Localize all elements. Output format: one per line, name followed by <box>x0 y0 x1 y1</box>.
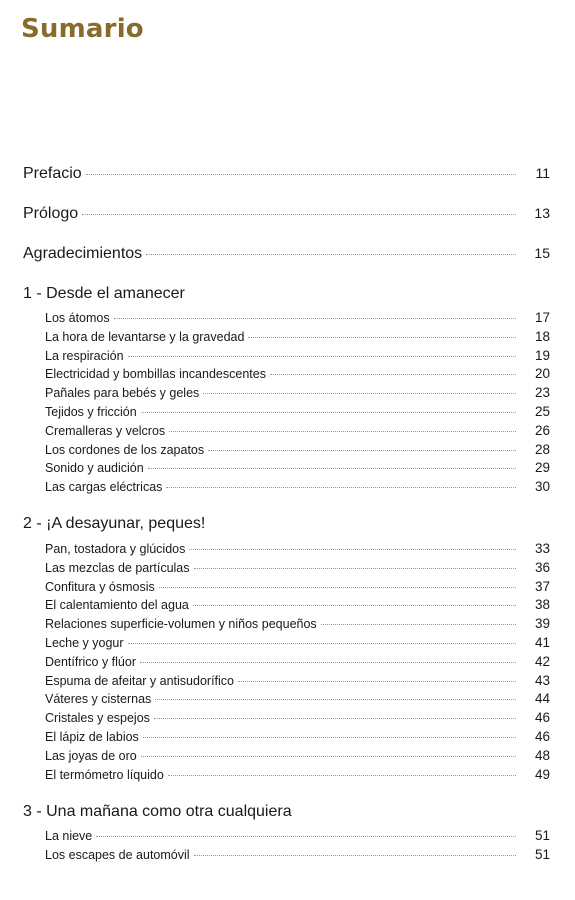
dot-leader <box>143 737 516 738</box>
toc-page-number: 46 <box>534 710 550 726</box>
toc-page-number: 46 <box>534 729 550 744</box>
toc-page-number: 30 <box>534 479 550 495</box>
toc-page-number: 18 <box>534 328 550 344</box>
dot-leader <box>114 318 516 319</box>
toc-page-number: 37 <box>534 578 550 594</box>
toc-entry-label: Váteres y cisternas <box>45 692 152 707</box>
toc-major-entry[interactable] <box>23 165 550 183</box>
toc-entry-label: Los escapes de automóvil <box>45 847 190 862</box>
toc-entry-label: Electricidad y bombillas incandescentes <box>45 367 266 382</box>
dot-leader <box>208 450 516 451</box>
toc-entry-label: Pan, tostadora y glúcidos <box>45 542 186 556</box>
toc-page-number: 49 <box>534 766 550 782</box>
chapter-heading: 1 - Desde el amanecer <box>23 285 185 302</box>
toc-entry[interactable] <box>45 828 550 843</box>
toc-page-number: 29 <box>534 460 550 476</box>
toc-entry[interactable] <box>45 616 550 631</box>
toc-major-entry[interactable] <box>23 205 550 223</box>
toc-page-number: 39 <box>534 616 550 632</box>
toc-page-number: 13 <box>534 205 550 221</box>
chapter-heading: 3 - Una mañana como otra cualquiera <box>23 803 292 820</box>
dot-leader <box>203 393 516 394</box>
toc-page-number: 51 <box>534 846 550 862</box>
toc-entry-label: Confitura y ósmosis <box>45 579 155 594</box>
toc-entry-label: Tejidos y fricción <box>45 405 137 419</box>
toc-entry-label: Prefacio <box>23 165 82 182</box>
dot-leader <box>154 718 516 719</box>
toc-entry-label: Los cordones de los zapatos <box>45 442 205 457</box>
toc-entry[interactable] <box>45 366 550 381</box>
toc-major-entry[interactable] <box>23 245 550 263</box>
dot-leader <box>238 681 516 682</box>
toc-page-number: 43 <box>534 672 550 688</box>
toc-page-number: 20 <box>534 366 550 382</box>
toc-page-number: 26 <box>534 422 550 438</box>
dot-leader <box>194 855 516 856</box>
toc-entry-label: Sonido y audición <box>45 461 144 476</box>
toc-entry[interactable] <box>45 348 550 363</box>
dot-leader <box>270 374 516 375</box>
toc-entry-label: Las mezclas de partículas <box>45 560 190 575</box>
toc-entry[interactable] <box>45 654 550 669</box>
toc-entry[interactable] <box>45 460 550 475</box>
dot-leader <box>96 836 516 837</box>
toc-entry-label: Cristales y espejos <box>45 711 150 726</box>
dot-leader <box>140 662 516 663</box>
toc-entry-label: Cremalleras y velcros <box>45 423 166 438</box>
toc-entry[interactable] <box>45 541 550 556</box>
toc-entry-label: Espuma de afeitar y antisudorífico <box>45 673 234 688</box>
toc-entry[interactable] <box>45 479 550 494</box>
toc-page-number: 33 <box>534 541 550 556</box>
toc-entry-label: Las cargas eléctricas <box>45 480 163 495</box>
toc-page-number: 19 <box>534 347 550 363</box>
dot-leader <box>194 568 516 569</box>
page-title: Sumario <box>21 14 144 44</box>
toc-page-number: 25 <box>534 404 550 419</box>
dot-leader <box>141 756 516 757</box>
toc-entry-label: El calentamiento del agua <box>45 598 189 613</box>
toc-page-number: 11 <box>535 165 550 181</box>
toc-page-number: 48 <box>534 747 550 763</box>
toc-entry[interactable] <box>45 329 550 344</box>
dot-leader <box>82 214 516 215</box>
toc-page-number: 15 <box>534 245 550 261</box>
toc-entry[interactable] <box>45 560 550 575</box>
toc-entry[interactable] <box>45 729 550 744</box>
toc-entry[interactable] <box>45 635 550 650</box>
dot-leader <box>248 337 516 338</box>
toc-entry[interactable] <box>45 442 550 457</box>
toc-entry-label: La hora de levantarse y la gravedad <box>45 329 245 344</box>
toc-page-number: 36 <box>534 559 550 575</box>
dot-leader <box>189 549 516 550</box>
toc-page-number: 44 <box>534 691 550 707</box>
toc-entry-label: Relaciones superficie-volumen y niños pequeños <box>45 617 317 632</box>
toc-entry[interactable] <box>45 691 550 706</box>
toc-entry-label: La nieve <box>45 829 93 843</box>
toc-page-number: 23 <box>534 385 550 401</box>
toc-entry[interactable] <box>45 710 550 725</box>
dot-leader <box>148 468 516 469</box>
toc-entry[interactable] <box>45 847 550 862</box>
toc-page-number: 51 <box>534 828 550 843</box>
dot-leader <box>168 775 516 776</box>
toc-entry[interactable] <box>45 423 550 438</box>
dot-leader <box>169 431 516 432</box>
toc-entry-label: Leche y yogur <box>45 636 124 650</box>
toc-entry-label: Dentífrico y flúor <box>45 654 137 669</box>
toc-entry-label: La respiración <box>45 348 124 363</box>
toc-entry[interactable] <box>45 310 550 325</box>
toc-entry-label: Pañales para bebés y geles <box>45 386 200 401</box>
toc-entry[interactable] <box>45 404 550 419</box>
toc-page-number: 38 <box>534 597 550 613</box>
dot-leader <box>128 643 516 644</box>
dot-leader <box>86 174 516 175</box>
toc-entry-label: El termómetro líquido <box>45 767 164 782</box>
toc-entry-label: Agradecimientos <box>23 245 143 262</box>
toc-entry[interactable] <box>45 767 550 782</box>
toc-entry[interactable] <box>45 748 550 763</box>
toc-entry[interactable] <box>45 579 550 594</box>
dot-leader <box>128 356 516 357</box>
toc-entry-label: Las joyas de oro <box>45 748 137 763</box>
dot-leader <box>321 624 516 625</box>
toc-entry[interactable] <box>45 597 550 612</box>
toc-page-number: 17 <box>534 310 550 325</box>
dot-leader <box>155 699 516 700</box>
toc-entry-label: El lápiz de labios <box>45 730 139 744</box>
toc-entry[interactable] <box>45 673 550 688</box>
dot-leader <box>146 254 516 255</box>
toc-entry-label: Prólogo <box>23 205 79 222</box>
toc-page-number: 42 <box>534 653 550 669</box>
toc-page-number: 28 <box>534 441 550 457</box>
toc-entry-label: Los átomos <box>45 311 110 325</box>
chapter-heading: 2 - ¡A desayunar, peques! <box>23 515 206 532</box>
toc-entry[interactable] <box>45 385 550 400</box>
toc-page-number: 41 <box>534 635 550 650</box>
dot-leader <box>141 412 516 413</box>
dot-leader <box>159 587 516 588</box>
dot-leader <box>166 487 516 488</box>
dot-leader <box>193 605 516 606</box>
